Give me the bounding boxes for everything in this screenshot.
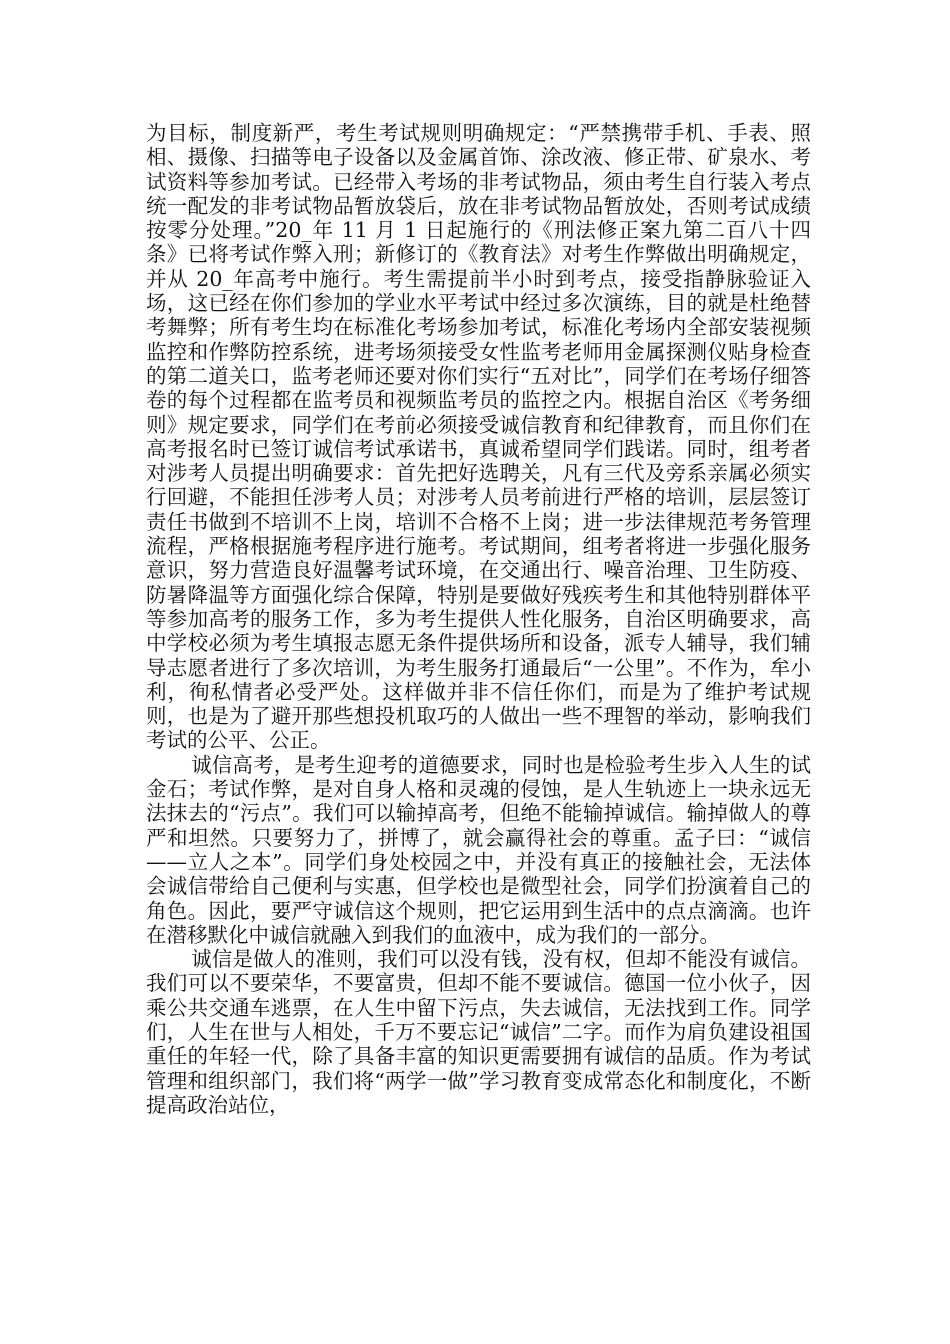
- paragraph-3: 诚信是做人的准则，我们可以没有钱，没有权，但却不能没有诚信。我们可以不要荣华，不要富贵，但却不能不要诚信。德国一位小伙子，因乘公共交通车逃票，在人生中留下污点，失去诚信，无法找到工作。同学们，人生在世与人相处，千万不要忘记“诚信”二字。而作为肩负建设祖国重任的年轻一代，除了具备丰富的知识更需要拥有诚信的品质。作为考试管理和组织部门，我们将“两学一做”学习教育变成常态化和制度化，不断提高政治站位，: [146, 947, 811, 1117]
- paragraph-2: 诚信高考，是考生迎考的道德要求，同时也是检验考生步入人生的试金石；考试作弊，是对自身人格和灵魂的侵蚀，是人生轨迹上一块永远无法抹去的“污点”。我们可以输掉高考，但绝不能输掉诚信。输掉做人的尊严和坦然。只要努力了，拼博了，就会赢得社会的尊重。孟子曰：“诚信——立人之本”。同学们身处校园之中，并没有真正的接触社会，无法体会诚信带给自己便利与实惠，但学校也是微型社会，同学们扮演着自己的角色。因此，要严守诚信这个规则，把它运用到生活中的点点滴滴。也许在潜移默化中诚信就融入到我们的血液中，成为我们的一部分。: [146, 752, 811, 947]
- paragraph-1: 为目标，制度新严，考生考试规则明确规定：“严禁携带手机、手表、照相、摄像、扫描等电子设备以及金属首饰、涂改液、修正带、矿泉水、考试资料等参加考试。已经带入考场的非考试物品，须由考生自行装入考点统一配发的非考试物品暂放袋后，放在非考试物品暂放处，否则考试成绩按零分处理。”20_年 11 月 1 日起施行的《刑法修正案九第二百八十四条》已将考试作弊入刑；新修订的《教育法》对考生作弊做出明确规定，并从 20_年高考中施行。考生需提前半小时到考点，接受指静脉验证入场，这已经在你们参加的学业水平考试中经过多次演练，目的就是杜绝替考舞弊；所有考生均在标准化考场参加考试，标准化考场内全部安装视频监控和作弊防控系统，进考场须接受女性监考老师用金属探测仪贴身检查的第二道关口，监考老师还要对你们实行“五对比”，同学们在考场仔细答卷的每个过程都在监考员和视频监考员的监控之内。根据自治区《考务细则》规定要求，同学们在考前必须接受诚信教育和纪律教育，而且你们在高考报名时已签订诚信考试承诺书，真诚希望同学们践诺。同时，组考者对涉考人员提出明确要求：首先把好选聘关，凡有三代及旁系亲属必须实行回避，不能担任涉考人员；对涉考人员考前进行严格的培训，层层签订责任书做到不培训不上岗，培训不合格不上岗；进一步法律规范考务管理流程，严格根据施考程序进行施考。考试期间，组考者将进一步强化服务意识，努力营造良好温馨考试环境，在交通出行、噪音治理、卫生防疫、防暑降温等方面强化综合保障，特别是要做好残疾考生和其他特别群体平等参加高考的服务工作，多为考生提供人性化服务，自治区明确要求，高中学校必须为考生填报志愿无条件提供场所和设备，派专人辅导，我们辅导志愿者进行了多次培训，为考生服务打通最后“一公里”。不作为，牟小利，徇私情者必受严处。这样做并非不信任你们，而是为了维护考试规则，也是为了避开那些想投机取巧的人做出一些不理智的举动，影响我们考试的公平、公正。: [146, 121, 811, 753]
- body-text: [146, 121, 811, 1117]
